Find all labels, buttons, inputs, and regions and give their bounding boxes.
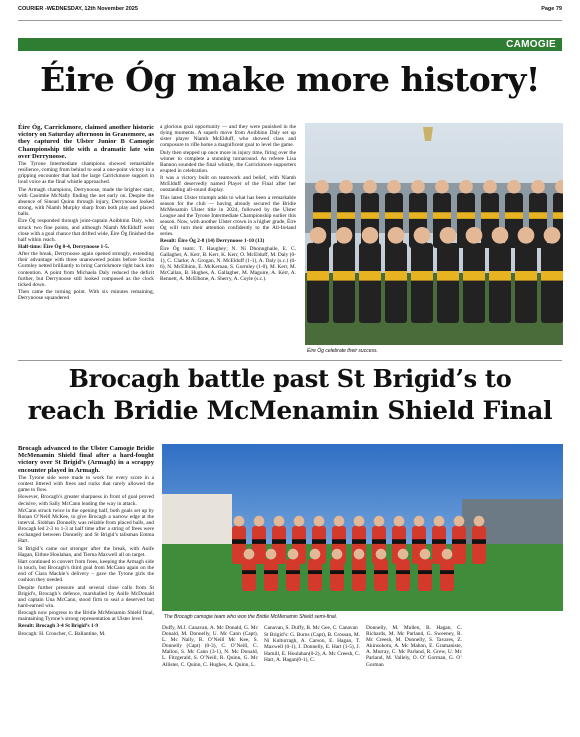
paragraph: St Brigid’s came out stronger after the break, with Aoife Hagan, Eithne Houlahan, and Tierna Maxwell all on target. xyxy=(18,545,154,558)
jersey-stripe xyxy=(286,570,300,574)
paragraph: This latest Ulster triumph adds to what has been a remarkable season for the club — having already secured the Bridie McMenamin Ulster title in 2024, followed by the Ulster League and the Tyrone Intermediate Championship earlier this season. Now, with another Ulster crown in a higher grade, Éire Óg will turn their attention confidently to the All-Ireland series. xyxy=(160,194,296,238)
player-head xyxy=(466,227,483,244)
player-head xyxy=(294,516,305,527)
paragraph: Despite further pressure and several close calls from St Brigid’s, Brocagh’s defence, marshalled by Aoife McDonald and captain Una McCann, stood firm to seal a deserved but hard-earned win. xyxy=(18,584,154,609)
player-head xyxy=(387,180,401,194)
jersey-stripe xyxy=(515,271,537,281)
headline-story1: Éire Óg make more history! xyxy=(40,60,540,99)
player-figure xyxy=(463,243,485,323)
story2-column-3 xyxy=(264,625,360,664)
player-figure xyxy=(242,559,256,591)
story2-column-1 xyxy=(18,445,154,638)
jersey-stripe xyxy=(411,271,433,281)
player-head xyxy=(440,227,457,244)
player-head xyxy=(434,516,445,527)
player-figure xyxy=(252,526,266,564)
player-head xyxy=(388,227,405,244)
team-celebration-photo xyxy=(305,123,563,345)
masthead-date: COURIER -WEDNESDAY, 12th November 2025 xyxy=(18,6,138,12)
jersey-stripe xyxy=(242,570,256,574)
team-list-brocagh-end: Canavan, S. Duffy, B. Mc Gee, C. Canavan xyxy=(264,625,358,631)
paragraph: Result: Brocagh 3-4 St Brigid’s 1-9 xyxy=(18,623,99,630)
paragraph: Hart continued to convert from frees, keeping the Armagh side in touch, but Brocagh’s third goal from McCann again on the end of Ciara Mackle’s delivery – gave the Tyrone girls the cushion they needed. xyxy=(18,558,154,584)
team-list-st-brigids-cont: Donnelly, M. Mullen, B. Hagan, C. Richards, M. Mc Parland, G. Sweeney, R. Mc Creesh, M. Donnelly, S. Tavares, Z. Akinsokotu, A. Mc Mahon, E. Gramaniste, A. Murray, C. Mc Parland, R. Grew, U. Mc Parland, M. Vallely, O. O’ Gorman, G. O’ Gorman xyxy=(366,625,462,668)
player-figure xyxy=(411,243,433,323)
paragraph: Brocagh now progress to the Bridie McMenamin Shield final, maintaining Tyrone’s strong representation at Ulster level. xyxy=(18,610,154,623)
jersey-stripe xyxy=(481,212,499,219)
player-figure xyxy=(232,526,246,564)
player-head xyxy=(518,227,535,244)
jersey-stripe xyxy=(409,212,427,219)
story2-photo xyxy=(162,444,563,611)
jersey-stripe xyxy=(312,539,326,544)
jersey-stripe xyxy=(307,271,329,281)
paragraph: Brocagh: H. Croucher, C. Ballantine, M. xyxy=(18,630,106,637)
paragraph: The Armagh champions, Derrynoose, made the brighter start, with Caoimhe McNally finding the net early on. Despite the absence of Sinead Quinn through injury, Derrynoose looked strong, with Niamh Murphy sharp from both play and placed balls. xyxy=(18,186,154,218)
player-head xyxy=(376,549,387,560)
player-head xyxy=(234,516,245,527)
jersey-stripe xyxy=(232,539,246,544)
paragraph: Then came the turning point. With six minutes remaining, Derrynoose squandered xyxy=(18,289,154,302)
story1-caption: Éire Óg celebrate their success. xyxy=(307,348,378,354)
jersey-stripe xyxy=(385,271,407,281)
jersey-stripe xyxy=(553,212,563,219)
player-figure xyxy=(385,243,407,323)
player-head xyxy=(266,549,277,560)
page-number: Page 79 xyxy=(541,6,562,12)
player-head xyxy=(414,516,425,527)
player-head xyxy=(244,549,255,560)
player-head xyxy=(274,516,285,527)
player-figure xyxy=(308,559,322,591)
player-head xyxy=(354,516,365,527)
player-head xyxy=(507,180,521,194)
masthead xyxy=(18,6,562,18)
jersey-stripe xyxy=(472,539,486,544)
player-head xyxy=(394,516,405,527)
jersey-stripe xyxy=(337,212,355,219)
player-head xyxy=(474,516,485,527)
paragraph: It was a victory built on teamwork and belief, with Niamh McElduff deservedly named Player of the Final after her outstanding all-round display. xyxy=(160,175,296,194)
player-figure xyxy=(418,559,432,591)
story-divider xyxy=(18,360,562,361)
player-figure xyxy=(437,243,459,323)
jersey-stripe xyxy=(332,539,346,544)
player-figure xyxy=(374,559,388,591)
player-head xyxy=(362,227,379,244)
paragraph: After the break, Derrynoose again opened strongly, extending their advantage with three unanswered points before Sorcha Gormley netted brilliantly to bring Carrickmore right back into contention. A point from Michaela Daly reduced the deficit further, but Derrynoose still looked composed as the clock ticked down. xyxy=(18,251,154,288)
jersey-stripe xyxy=(529,212,547,219)
section-bar xyxy=(18,38,562,51)
player-figure xyxy=(307,243,329,323)
player-figure xyxy=(541,243,563,323)
player-head xyxy=(339,180,353,194)
player-figure xyxy=(333,243,355,323)
player-head xyxy=(420,549,431,560)
paragraph: Éire Óg, Carrickmore, claimed another historic victory on Saturday afternoon in Granemore, as they captured the Ulster Junior B Camogie Championship title with a dramatic late win over Derrynoose. xyxy=(18,124,154,160)
jersey-stripe xyxy=(437,271,459,281)
paragraph: However, Brocagh’s greater sharpness in front of goal proved decisive, with Sally McCann leading the way in attack. xyxy=(18,494,154,507)
player-head xyxy=(492,227,509,244)
paragraph: The Tyrone Intermediate champions showed remarkable resilience, coming from behind to seal a one-point victory in a gripping encounter that had the large Carrickmore support in loud voice as the final whistle approached. xyxy=(18,161,154,186)
player-figure xyxy=(330,559,344,591)
player-figure xyxy=(440,559,454,591)
jersey-stripe xyxy=(264,570,278,574)
player-head xyxy=(336,227,353,244)
jersey-stripe xyxy=(352,570,366,574)
player-head xyxy=(435,180,449,194)
headline-story2-line2: reach Bridie McMenamin Shield Final xyxy=(27,396,553,425)
player-head xyxy=(288,549,299,560)
paragraph: McCann struck twice in the opening half, both goals set up by Ronan O’Neill McKee, to give Brocagh a narrow edge at the interval. Siobhan Donnelly was reliable from placed balls, and Brocagh led 2-3 to 1-3 at half time after a string of frees were exchanged between Donnelly and St Brigid’s talisman Emma Hart. xyxy=(18,507,154,545)
player-head xyxy=(411,180,425,194)
section-tag: CAMOGIE xyxy=(506,39,556,50)
player-head xyxy=(334,516,345,527)
player-figure xyxy=(452,526,466,564)
brocagh-team-photo xyxy=(162,444,563,611)
jersey-stripe xyxy=(463,271,485,281)
jersey-stripe xyxy=(433,212,451,219)
jersey-stripe xyxy=(330,570,344,574)
player-head xyxy=(332,549,343,560)
masthead-rule xyxy=(18,20,562,21)
player-head xyxy=(459,180,473,194)
player-head xyxy=(442,549,453,560)
jersey-stripe xyxy=(541,271,563,281)
jersey-stripe xyxy=(313,212,331,219)
player-head xyxy=(483,180,497,194)
jersey-stripe xyxy=(505,212,523,219)
team-list-st-brigids: St Brigid’s: G. Burns (Capt), B. Crossan, M. Ní Kulturragh, A. Carson, E. Hagan, T. Maxwell (0-1), J. Donnelly, E. Hart (1-5), J. Hamill, E. Houlahan(0-2), A. Mc Creesh, C. Hart, A. Hagan(0-1), C. xyxy=(264,632,360,663)
story1-column-2 xyxy=(160,124,296,283)
paragraph: Éire Óg responded through joint-captain Aoibhinn Daly, who struck two fine points, and although Niamh McElduff went close with a goal chance that drifted wide, Éire Óg finished the half within reach. xyxy=(18,218,154,243)
jersey-stripe xyxy=(372,539,386,544)
headline-story2-line1: Brocagh battle past St Brigid’s to xyxy=(68,364,512,393)
player-figure xyxy=(472,526,486,564)
player-head xyxy=(544,227,561,244)
player-figure xyxy=(515,243,537,323)
player-head xyxy=(454,516,465,527)
story1-column-1 xyxy=(18,124,154,302)
jersey-stripe xyxy=(440,570,454,574)
player-head xyxy=(374,516,385,527)
player-figure xyxy=(489,243,511,323)
paragraph: Half-time: Éire Óg 0-4, Derrynoose 1-5. xyxy=(18,243,110,250)
jersey-stripe xyxy=(252,539,266,544)
player-figure xyxy=(286,559,300,591)
player-head xyxy=(314,516,325,527)
story2-column-4 xyxy=(366,625,462,669)
player-head xyxy=(414,227,431,244)
player-figure xyxy=(359,243,381,323)
jersey-stripe xyxy=(308,570,322,574)
paragraph: The Tyrone side were made to work for every score in a contest littered with frees and rucks that rarely allowed the game to flow. xyxy=(18,475,154,494)
jersey-stripe xyxy=(418,570,432,574)
jersey-stripe xyxy=(392,539,406,544)
jersey-stripe xyxy=(359,271,381,281)
player-head xyxy=(254,516,265,527)
paragraph: Brocagh advanced to the Ulster Camogie Bridie McMenamin Shield final after a hard-fought victory over St Brigid’s (Armagh) in a scrappy encounter played in Armagh. xyxy=(18,445,154,474)
jersey-stripe xyxy=(361,212,379,219)
paragraph: a glorious goal opportunity — and they were punished in the dying moments. A superb move from Aoibhinn Daly set up sister player Niamh McElduff, who showed class and composure to rifle home a magnificent goal to level the game. xyxy=(160,124,296,149)
jersey-stripe xyxy=(272,539,286,544)
player-figure xyxy=(396,559,410,591)
paragraph: Result: Éire Óg 2-8 (14) Derrynoose 1-10 (13) xyxy=(160,238,265,245)
paragraph: Éire Óg team: T. Haughey; N. Ní Dhonnghaile, E. C. Gallagher, A. Kerr, B. Kerr, K. Kerr, O. McElduff, M. Daly (0-1), C. Clarke; A. Grogan, N. McElduff (1-1), A. Daly (s.c.) (0-6), N. McElhinn, E. McKernan, S. Gormley (1-0), M. Kerr, M. McCallan, B. Hughes, A. Gallagher, M. Maguire, A. Kerr, A. Bennett, A. McElhone, A. Sherry, A. Coyle (s.c.). xyxy=(160,245,296,283)
jersey-stripe xyxy=(352,539,366,544)
jersey-stripe xyxy=(374,570,388,574)
jersey-stripe xyxy=(457,212,475,219)
player-head xyxy=(531,180,545,194)
team-list-brocagh-cont: Duffy, M.J. Canavan, A. Mc Donald, G. Mc Donald, M. Donnelly, U. Mc Cann (Capt), L. Mc Nally, R. O’Neill Mc Kee, S. Donnelly (Capt) (0-3), C. O’Neill, C. Mallon, S. Mc Cann (3-1), N. Mc Donald, L. Fitzgerald, S. O’Neill, R. Quinn, G. Mc Allister, C. Quinn, C. Hughes, A. Quinn, L. xyxy=(162,625,258,668)
player-figure xyxy=(352,559,366,591)
player-head xyxy=(398,549,409,560)
player-head xyxy=(310,227,327,244)
player-head xyxy=(363,180,377,194)
player-head xyxy=(354,549,365,560)
jersey-stripe xyxy=(432,539,446,544)
jersey-stripe xyxy=(452,539,466,544)
player-figure xyxy=(264,559,278,591)
story2-column-2 xyxy=(162,625,258,669)
player-head xyxy=(310,549,321,560)
jersey-stripe xyxy=(385,212,403,219)
story1-photo xyxy=(305,123,563,345)
jersey-stripe xyxy=(396,570,410,574)
jersey-stripe xyxy=(333,271,355,281)
jersey-stripe xyxy=(292,539,306,544)
story2-caption: The Brocagh camogie team who won the Bridie McMenamin Shield semi-final. xyxy=(164,614,338,620)
paragraph: Duly then stepped up once more in injury time, firing over the winner to complete a stunning turnaround. As referee Lisa Bannon sounded the final whistle, the Carrickmore supporters erupted in celebration. xyxy=(160,149,296,174)
jersey-stripe xyxy=(489,271,511,281)
jersey-stripe xyxy=(412,539,426,544)
player-head xyxy=(315,180,329,194)
